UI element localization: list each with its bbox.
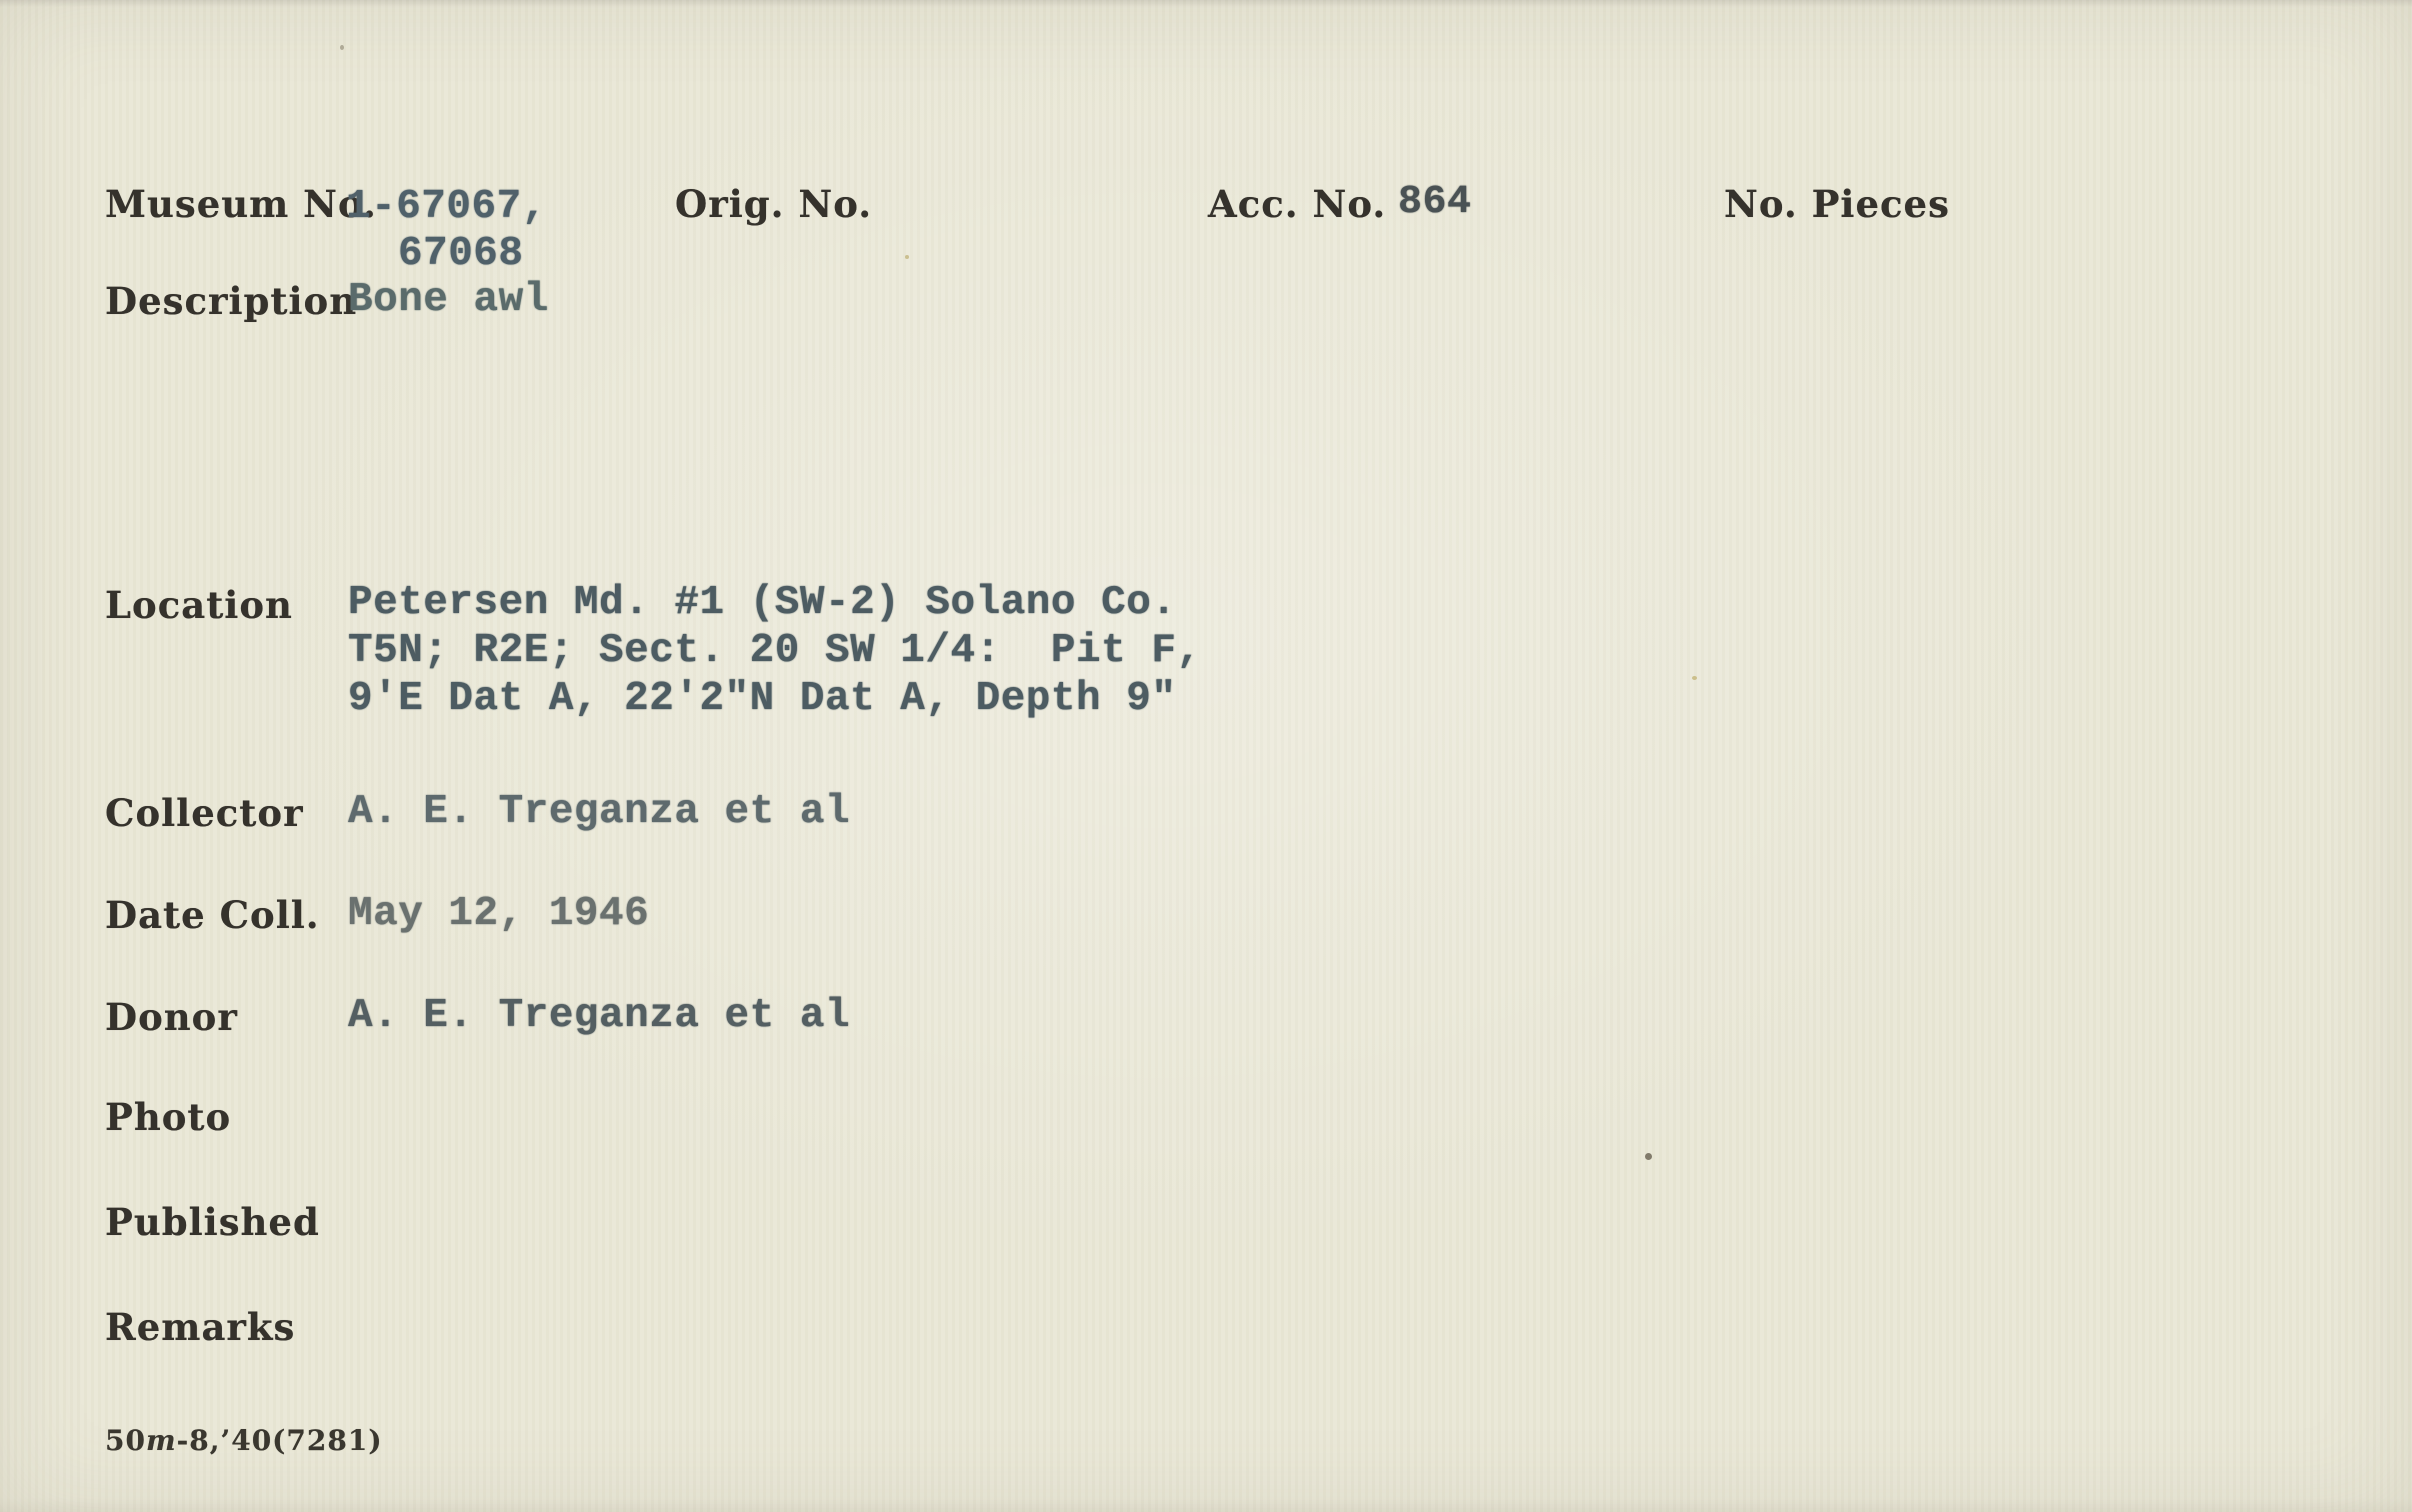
print-code-part1: 50	[105, 1424, 146, 1457]
location-value-line2: T5N; R2E; Sect. 20 SW 1/4: Pit F,	[348, 628, 1202, 674]
published-label: Published	[105, 1200, 320, 1244]
photo-label: Photo	[105, 1095, 232, 1139]
acc-no-label: Acc. No.	[1208, 182, 1387, 226]
description-label: Description	[105, 279, 358, 323]
collector-label: Collector	[105, 791, 304, 835]
date-coll-label: Date Coll.	[105, 893, 320, 937]
date-coll-value: May 12, 1946	[348, 891, 650, 937]
location-label: Location	[105, 583, 293, 627]
print-code-part3: -8,’40(7281)	[176, 1424, 383, 1457]
donor-value: A. E. Treganza et al	[348, 993, 851, 1039]
paper-speck	[905, 255, 909, 259]
museum-no-value-line1: 1-67067,	[346, 184, 547, 230]
paper-speck	[340, 45, 344, 50]
collector-value: A. E. Treganza et al	[348, 789, 851, 835]
acc-no-value: 864	[1398, 180, 1472, 225]
museum-no-value-line2: 67068	[398, 231, 524, 277]
donor-label: Donor	[105, 995, 238, 1039]
description-value: Bone awl	[348, 277, 549, 323]
orig-no-label: Orig. No.	[675, 182, 873, 226]
location-value-line3: 9'E Dat A, 22'2"N Dat A, Depth 9"	[348, 676, 1177, 722]
print-code-part2: m	[145, 1424, 177, 1457]
location-value-line1: Petersen Md. #1 (SW-2) Solano Co.	[348, 580, 1177, 626]
museum-no-label: Museum No.	[105, 182, 377, 226]
print-code	[105, 1424, 383, 1457]
no-pieces-label: No. Pieces	[1724, 182, 1950, 226]
paper-speck	[1692, 676, 1697, 680]
remarks-label: Remarks	[105, 1305, 296, 1349]
paper-speck	[1645, 1153, 1652, 1160]
